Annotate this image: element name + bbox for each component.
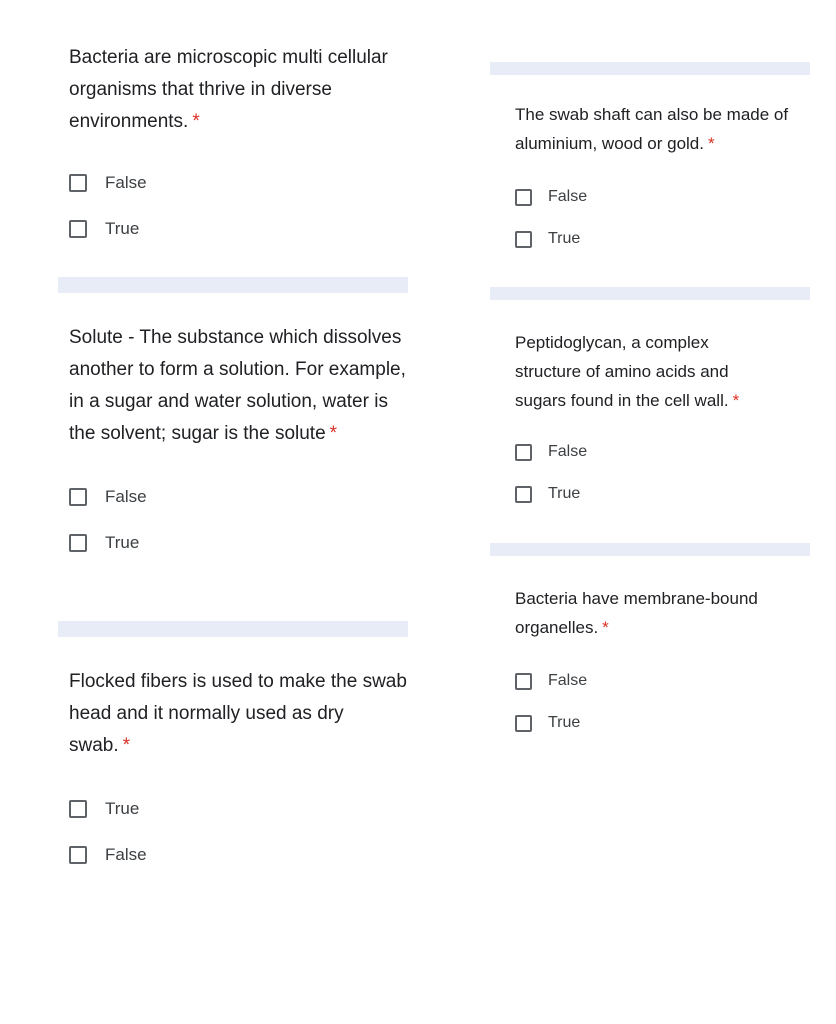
checkbox-icon[interactable]: [69, 220, 87, 238]
checkbox-icon[interactable]: [515, 715, 532, 732]
required-marker: *: [732, 391, 740, 410]
checkbox-icon[interactable]: [515, 486, 532, 503]
option-label: True: [548, 230, 581, 247]
question-card: [58, 42, 408, 252]
question-text: Bacteria have membrane-bound organelles. *: [515, 589, 758, 637]
question-text: Solute - The substance which dissolves another to form a solution. For example, in a sugar and water solution, water is the solvent; sugar is the solute *: [69, 327, 406, 444]
question-card: [490, 584, 810, 744]
checkbox-icon[interactable]: [69, 846, 87, 864]
option-label: True: [105, 799, 140, 818]
checkbox-option[interactable]: [69, 520, 408, 566]
option-label: True: [105, 533, 140, 552]
option-label: True: [105, 219, 140, 238]
question-text: The swab shaft can also be made of aluminium, wood or gold. *: [515, 105, 789, 153]
section-divider: [58, 621, 408, 637]
checkbox-icon[interactable]: [515, 444, 532, 461]
checkbox-option[interactable]: [69, 832, 408, 878]
options-group: [515, 176, 810, 260]
option-label: True: [548, 485, 581, 502]
checkbox-icon[interactable]: [515, 673, 532, 690]
checkbox-option[interactable]: [515, 431, 810, 473]
required-marker: *: [707, 134, 715, 153]
question-card: [58, 322, 408, 566]
options-group: [515, 431, 810, 515]
option-label: False: [105, 487, 147, 506]
option-label: False: [548, 443, 588, 460]
question-text: Bacteria are microscopic multi cellular organisms that thrive in diverse environments. *: [69, 47, 388, 132]
section-divider: [490, 543, 810, 556]
section-divider: [490, 62, 810, 75]
option-label: False: [105, 845, 147, 864]
checkbox-icon[interactable]: [69, 800, 87, 818]
checkbox-icon[interactable]: [69, 174, 87, 192]
checkbox-option[interactable]: [69, 786, 408, 832]
question-text: Peptidoglycan, a complex structure of amino acids and sugars found in the cell wall. *: [515, 333, 740, 410]
checkbox-icon[interactable]: [515, 189, 532, 206]
checkbox-icon[interactable]: [515, 231, 532, 248]
question-card: [490, 328, 810, 515]
option-label: True: [548, 714, 581, 731]
checkbox-option[interactable]: [69, 160, 408, 206]
options-group: [69, 474, 408, 566]
required-marker: *: [122, 735, 131, 756]
required-marker: *: [602, 618, 609, 637]
checkbox-option[interactable]: [515, 660, 810, 702]
question-text: Flocked fibers is used to make the swab head and it normally used as dry swab. *: [69, 671, 407, 756]
checkbox-icon[interactable]: [69, 488, 87, 506]
option-label: False: [105, 173, 147, 192]
section-divider: [490, 287, 810, 300]
question-card: [58, 666, 408, 878]
checkbox-option[interactable]: [515, 176, 810, 218]
checkbox-option[interactable]: [69, 206, 408, 252]
option-label: False: [548, 188, 588, 205]
option-label: False: [548, 672, 588, 689]
checkbox-option[interactable]: [515, 473, 810, 515]
checkbox-option[interactable]: [69, 474, 408, 520]
checkbox-option[interactable]: [515, 702, 810, 744]
section-divider: [58, 277, 408, 293]
options-group: [69, 160, 408, 252]
options-group: [69, 786, 408, 878]
options-group: [515, 660, 810, 744]
required-marker: *: [192, 111, 200, 132]
checkbox-icon[interactable]: [69, 534, 87, 552]
question-card: [490, 100, 810, 260]
required-marker: *: [329, 423, 338, 444]
checkbox-option[interactable]: [515, 218, 810, 260]
